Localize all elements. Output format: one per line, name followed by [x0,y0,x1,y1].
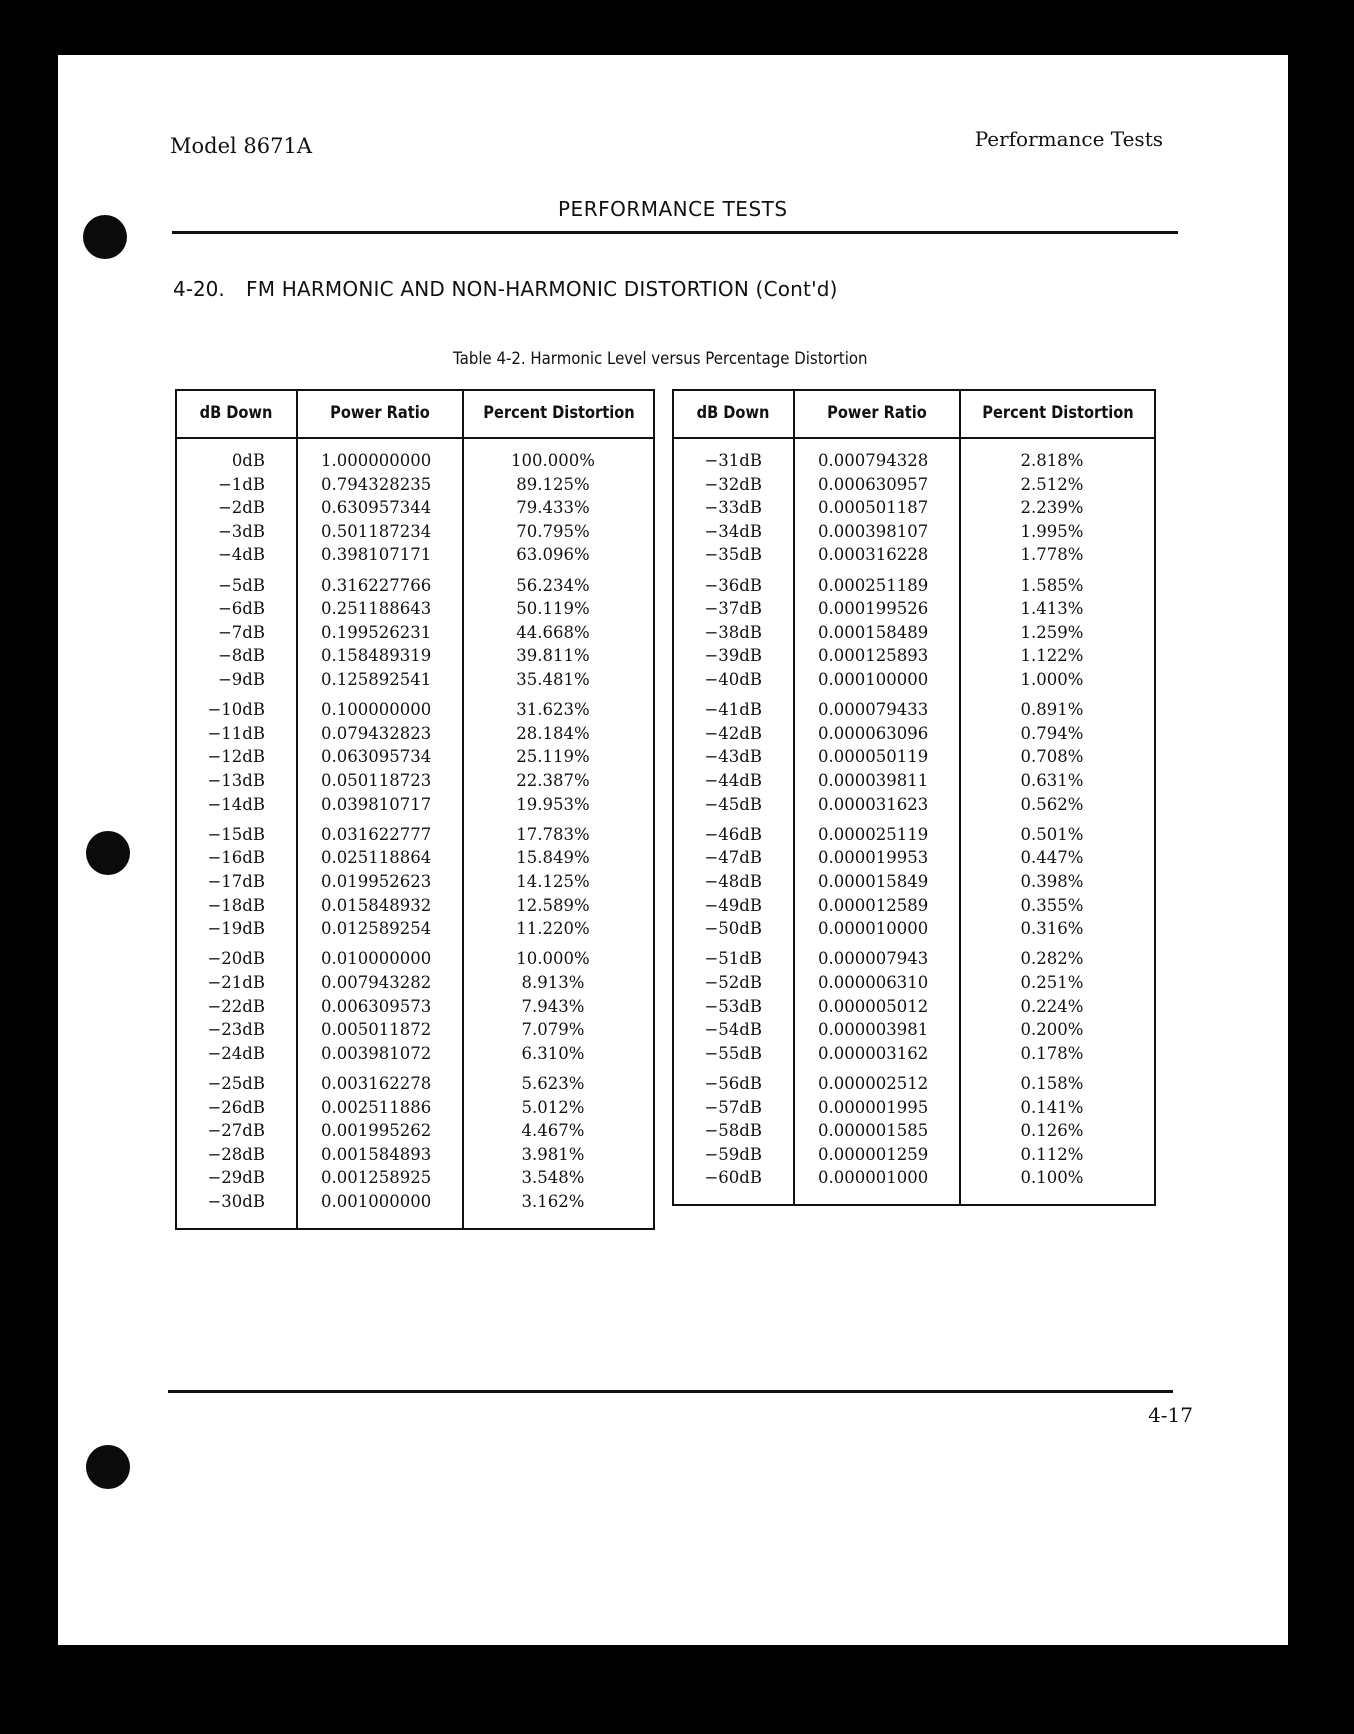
power-ratio-cell: 0.000010000 [818,919,929,939]
db-down-cell: −22dB [207,996,265,1016]
db-down-cell: −39dB [704,646,762,666]
power-ratio-cell: 0.050118723 [321,771,432,790]
table-caption: Table 4-2. Harmonic Level versus Percentage Distortion [453,349,868,369]
binder-hole-top [83,215,127,259]
percent-distortion-cell: 89.125% [516,474,590,494]
db-down-cell: −42dB [704,723,762,743]
db-down-cell: −11dB [207,723,265,743]
db-down-cell: −52dB [704,973,762,992]
percent-distortion-cell: 0.112% [1020,1144,1084,1164]
section-header: Performance Tests [974,127,1163,151]
percent-distortion-cell: 28.184% [516,723,590,743]
percent-distortion-cell: 19.953% [516,794,590,814]
db-down-cell: −50dB [704,919,762,939]
db-down-cell: −19dB [207,919,265,939]
percent-distortion-cell: 8.913% [521,973,585,992]
percent-distortion-cell: 1.259% [1020,622,1084,642]
db-down-cell: −59dB [704,1144,762,1164]
db-down-cell: −48dB [704,872,762,891]
percent-distortion-cell: 50.119% [516,599,590,619]
db-down-cell: −43dB [704,747,762,767]
power-ratio-cell: 0.000001259 [818,1144,929,1164]
title-rule [172,231,1178,234]
power-ratio-cell: 0.000079433 [818,700,929,720]
percent-distortion-cell: 0.316% [1020,919,1084,939]
percent-distortion-cell: 0.708% [1020,747,1084,767]
binder-hole-middle [86,831,130,875]
db-down-cell: −36dB [704,575,762,595]
percent-distortion-cell: 79.433% [516,498,590,518]
power-ratio-cell: 0.000003981 [818,1020,929,1040]
percent-distortion-cell: 3.162% [521,1192,585,1211]
header-rule [175,437,655,439]
power-ratio-cell: 0.000002512 [818,1074,929,1093]
percent-distortion-cell: 11.220% [516,919,590,939]
power-ratio-cell: 0.025118864 [321,848,432,868]
power-ratio-cell: 0.010000000 [321,949,432,969]
power-ratio-cell: 0.000025119 [818,824,929,844]
percent-distortion-cell: 14.125% [516,872,590,891]
percent-distortion-cell: 1.000% [1020,670,1084,689]
power-ratio-cell: 0.000003162 [818,1043,929,1063]
power-ratio-cell: 0.019952623 [321,872,432,891]
db-down-cell: 0dB [231,451,265,470]
db-down-cell: −13dB [207,771,265,790]
percent-distortion-cell: 3.981% [521,1144,585,1164]
percent-distortion-cell: 39.811% [516,646,590,666]
power-ratio-cell: 0.000199526 [818,599,929,619]
percent-distortion-cell: 1.413% [1020,599,1084,619]
power-ratio-cell: 0.000125893 [818,646,929,666]
power-ratio-cell: 0.000501187 [818,498,929,518]
db-down-cell: −23dB [207,1020,265,1040]
db-down-cell: −9dB [217,670,265,689]
power-ratio-cell: 0.000031623 [818,794,929,814]
power-ratio-cell: 0.000001585 [818,1121,929,1141]
db-down-cell: −15dB [207,824,265,844]
percent-distortion-cell: 0.141% [1020,1097,1084,1117]
percent-distortion-cell: 5.012% [521,1097,585,1117]
db-down-cell: −14dB [207,794,265,814]
column-header: Percent Distortion [483,403,635,423]
db-down-cell: −8dB [217,646,265,666]
db-down-cell: −40dB [704,670,762,689]
column-divider [296,389,298,1230]
percent-distortion-cell: 3.548% [521,1168,585,1188]
db-down-cell: −34dB [704,521,762,541]
percent-distortion-cell: 17.783% [516,824,590,844]
column-divider [793,389,795,1206]
power-ratio-cell: 0.000005012 [818,996,929,1016]
db-down-cell: −26dB [207,1097,265,1117]
percent-distortion-cell: 100.000% [511,451,595,470]
db-down-cell: −49dB [704,895,762,915]
db-down-cell: −56dB [704,1074,762,1093]
column-header: Power Ratio [330,403,430,423]
percent-distortion-cell: 0.224% [1020,996,1084,1016]
db-down-cell: −37dB [704,599,762,619]
percent-distortion-cell: 44.668% [516,622,590,642]
db-down-cell: −35dB [704,545,762,565]
percent-distortion-cell: 10.000% [516,949,590,969]
percent-distortion-cell: 56.234% [516,575,590,595]
percent-distortion-cell: 0.447% [1020,848,1084,868]
db-down-cell: −24dB [207,1043,265,1063]
percent-distortion-cell: 6.310% [521,1043,585,1063]
power-ratio-cell: 0.501187234 [321,521,432,541]
power-ratio-cell: 0.031622777 [321,824,432,844]
power-ratio-cell: 0.000015849 [818,872,929,891]
db-down-cell: −4dB [217,545,265,565]
db-down-cell: −21dB [207,973,265,992]
percent-distortion-cell: 0.562% [1020,794,1084,814]
db-down-cell: −55dB [704,1043,762,1063]
db-down-cell: −58dB [704,1121,762,1141]
db-down-cell: −29dB [207,1168,265,1188]
percent-distortion-cell: 12.589% [516,895,590,915]
percent-distortion-cell: 2.512% [1020,474,1084,494]
db-down-cell: −53dB [704,996,762,1016]
power-ratio-cell: 0.003162278 [321,1074,432,1093]
page-number: 4-17 [1148,1403,1193,1427]
power-ratio-cell: 0.079432823 [321,723,432,743]
db-down-cell: −46dB [704,824,762,844]
paragraph-title: FM HARMONIC AND NON-HARMONIC DISTORTION (Cont'd) [246,277,838,301]
db-down-cell: −16dB [207,848,265,868]
power-ratio-cell: 0.001995262 [321,1121,432,1141]
percent-distortion-cell: 1.585% [1020,575,1084,595]
percent-distortion-cell: 7.943% [521,996,585,1016]
db-down-cell: −7dB [217,622,265,642]
db-down-cell: −31dB [704,451,762,470]
power-ratio-cell: 0.000050119 [818,747,929,767]
db-down-cell: −17dB [207,872,265,891]
percent-distortion-cell: 0.891% [1020,700,1084,720]
percent-distortion-cell: 0.631% [1020,771,1084,790]
db-down-cell: −60dB [704,1168,762,1188]
power-ratio-cell: 0.006309573 [321,996,432,1016]
power-ratio-cell: 0.001000000 [321,1192,432,1211]
percent-distortion-cell: 2.239% [1020,498,1084,518]
power-ratio-cell: 0.000063096 [818,723,929,743]
percent-distortion-cell: 7.079% [521,1020,585,1040]
db-down-cell: −12dB [207,747,265,767]
power-ratio-cell: 0.002511886 [321,1097,432,1117]
percent-distortion-cell: 31.623% [516,700,590,720]
percent-distortion-cell: 0.794% [1020,723,1084,743]
db-down-cell: −41dB [704,700,762,720]
column-header: Power Ratio [827,403,927,423]
power-ratio-cell: 0.794328235 [321,474,432,494]
power-ratio-cell: 0.000039811 [818,771,929,790]
column-header: dB Down [696,403,770,423]
power-ratio-cell: 0.000006310 [818,973,929,992]
power-ratio-cell: 0.398107171 [321,545,432,565]
db-down-cell: −47dB [704,848,762,868]
db-down-cell: −5dB [217,575,265,595]
percent-distortion-cell: 2.818% [1020,451,1084,470]
percent-distortion-cell: 1.995% [1020,521,1084,541]
db-down-cell: −25dB [207,1074,265,1093]
power-ratio-cell: 0.063095734 [321,747,432,767]
column-header: Percent Distortion [982,403,1134,423]
power-ratio-cell: 0.000158489 [818,622,929,642]
power-ratio-cell: 0.015848932 [321,895,432,915]
power-ratio-cell: 0.000630957 [818,474,929,494]
percent-distortion-cell: 0.282% [1020,949,1084,969]
db-down-cell: −6dB [217,599,265,619]
power-ratio-cell: 0.003981072 [321,1043,432,1063]
power-ratio-cell: 0.000001000 [818,1168,929,1188]
db-down-cell: −2dB [217,498,265,518]
percent-distortion-cell: 5.623% [521,1074,585,1093]
db-down-cell: −27dB [207,1121,265,1141]
percent-distortion-cell: 15.849% [516,848,590,868]
power-ratio-cell: 0.000001995 [818,1097,929,1117]
db-down-cell: −1dB [217,474,265,494]
db-down-cell: −28dB [207,1144,265,1164]
power-ratio-cell: 0.000398107 [818,521,929,541]
power-ratio-cell: 0.000794328 [818,451,929,470]
power-ratio-cell: 0.251188643 [321,599,432,619]
power-ratio-cell: 0.000316228 [818,545,929,565]
percent-distortion-cell: 0.178% [1020,1043,1084,1063]
power-ratio-cell: 0.000019953 [818,848,929,868]
power-ratio-cell: 0.630957344 [321,498,432,518]
page-title: PERFORMANCE TESTS [558,197,788,221]
power-ratio-cell: 0.100000000 [321,700,432,720]
power-ratio-cell: 0.199526231 [321,622,432,642]
power-ratio-cell: 0.000007943 [818,949,929,969]
percent-distortion-cell: 1.778% [1020,545,1084,565]
paragraph-number: 4-20. [173,277,225,301]
percent-distortion-cell: 0.200% [1020,1020,1084,1040]
db-down-cell: −33dB [704,498,762,518]
power-ratio-cell: 0.012589254 [321,919,432,939]
percent-distortion-cell: 70.795% [516,521,590,541]
db-down-cell: −3dB [217,521,265,541]
percent-distortion-cell: 0.355% [1020,895,1084,915]
db-down-cell: −38dB [704,622,762,642]
db-down-cell: −45dB [704,794,762,814]
db-down-cell: −57dB [704,1097,762,1117]
db-down-cell: −18dB [207,895,265,915]
header-rule [672,437,1156,439]
power-ratio-cell: 0.158489319 [321,646,432,666]
percent-distortion-cell: 0.126% [1020,1121,1084,1141]
power-ratio-cell: 0.001584893 [321,1144,432,1164]
percent-distortion-cell: 22.387% [516,771,590,790]
power-ratio-cell: 0.007943282 [321,973,432,992]
percent-distortion-cell: 0.398% [1020,872,1084,891]
power-ratio-cell: 0.000012589 [818,895,929,915]
db-down-cell: −10dB [207,700,265,720]
percent-distortion-cell: 25.119% [516,747,590,767]
model-header: Model 8671A [170,134,313,158]
db-down-cell: −44dB [704,771,762,790]
power-ratio-cell: 0.000251189 [818,575,929,595]
percent-distortion-cell: 0.100% [1020,1168,1084,1188]
document-page [58,55,1288,1645]
db-down-cell: −30dB [207,1192,265,1211]
column-header: dB Down [199,403,273,423]
db-down-cell: −51dB [704,949,762,969]
power-ratio-cell: 0.316227766 [321,575,432,595]
power-ratio-cell: 0.001258925 [321,1168,432,1188]
percent-distortion-cell: 0.501% [1020,824,1084,844]
percent-distortion-cell: 35.481% [516,670,590,689]
db-down-cell: −32dB [704,474,762,494]
footer-rule [168,1390,1173,1393]
db-down-cell: −20dB [207,949,265,969]
power-ratio-cell: 1.000000000 [321,451,432,470]
percent-distortion-cell: 63.096% [516,545,590,565]
power-ratio-cell: 0.039810717 [321,794,432,814]
binder-hole-bottom [86,1445,130,1489]
db-down-cell: −54dB [704,1020,762,1040]
power-ratio-cell: 0.005011872 [321,1020,432,1040]
percent-distortion-cell: 0.158% [1020,1074,1084,1093]
percent-distortion-cell: 4.467% [521,1121,585,1141]
power-ratio-cell: 0.000100000 [818,670,929,689]
percent-distortion-cell: 1.122% [1020,646,1084,666]
percent-distortion-cell: 0.251% [1020,973,1084,992]
power-ratio-cell: 0.125892541 [321,670,432,689]
